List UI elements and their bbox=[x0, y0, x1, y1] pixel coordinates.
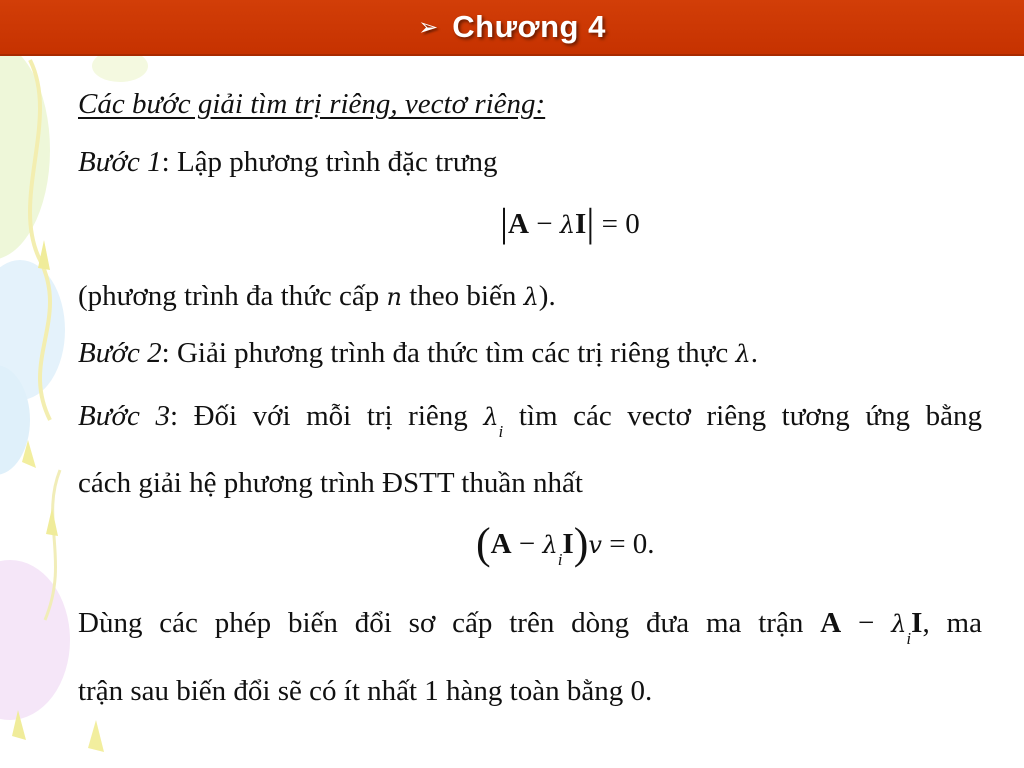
chapter-title: Chương 4 bbox=[452, 9, 606, 44]
section-heading: Các bước giải tìm trị riêng, vectơ riêng: bbox=[78, 88, 546, 120]
step-2-line: Bước 2: Giải phương trình đa thức tìm các trị riêng thực λ. bbox=[78, 337, 758, 369]
polynomial-note-line: (phương trình đa thức cấp n theo biến λ). bbox=[78, 280, 556, 312]
slide-header-bar bbox=[0, 0, 1024, 56]
step-3-label: Bước 3 bbox=[78, 400, 170, 432]
row-reduction-line-1: Dùng các phép biến đổi sơ cấp trên dòng đưa ma trận $A - \lambda_iI$, ma bbox=[78, 607, 982, 648]
step-2-label: Bước 2 bbox=[78, 337, 162, 369]
characteristic-equation: |A − λI| = 0 bbox=[500, 200, 640, 245]
step-1-text: Lập phương trình đặc trưng bbox=[176, 146, 498, 178]
step-3-line: Bước 3: Đối với mỗi trị riêng $\lambda_i$ tìm các vectơ riêng tương ứng bằng bbox=[78, 400, 982, 441]
step-1-label: Bước 1 bbox=[78, 146, 162, 178]
step-1-line: Bước 1: Lập phương trình đặc trưng bbox=[78, 146, 498, 178]
homogeneous-system-line: cách giải hệ phương trình ĐSTT thuần nhất bbox=[78, 467, 583, 499]
eigenvector-equation: $(A - \lambda_iI)v = 0$. bbox=[476, 519, 655, 569]
row-reduction-line-2: trận sau biến đổi sẽ có ít nhất 1 hàng toàn bằng 0. bbox=[78, 675, 653, 707]
arrow-bullet-icon: ➢ bbox=[418, 13, 439, 41]
